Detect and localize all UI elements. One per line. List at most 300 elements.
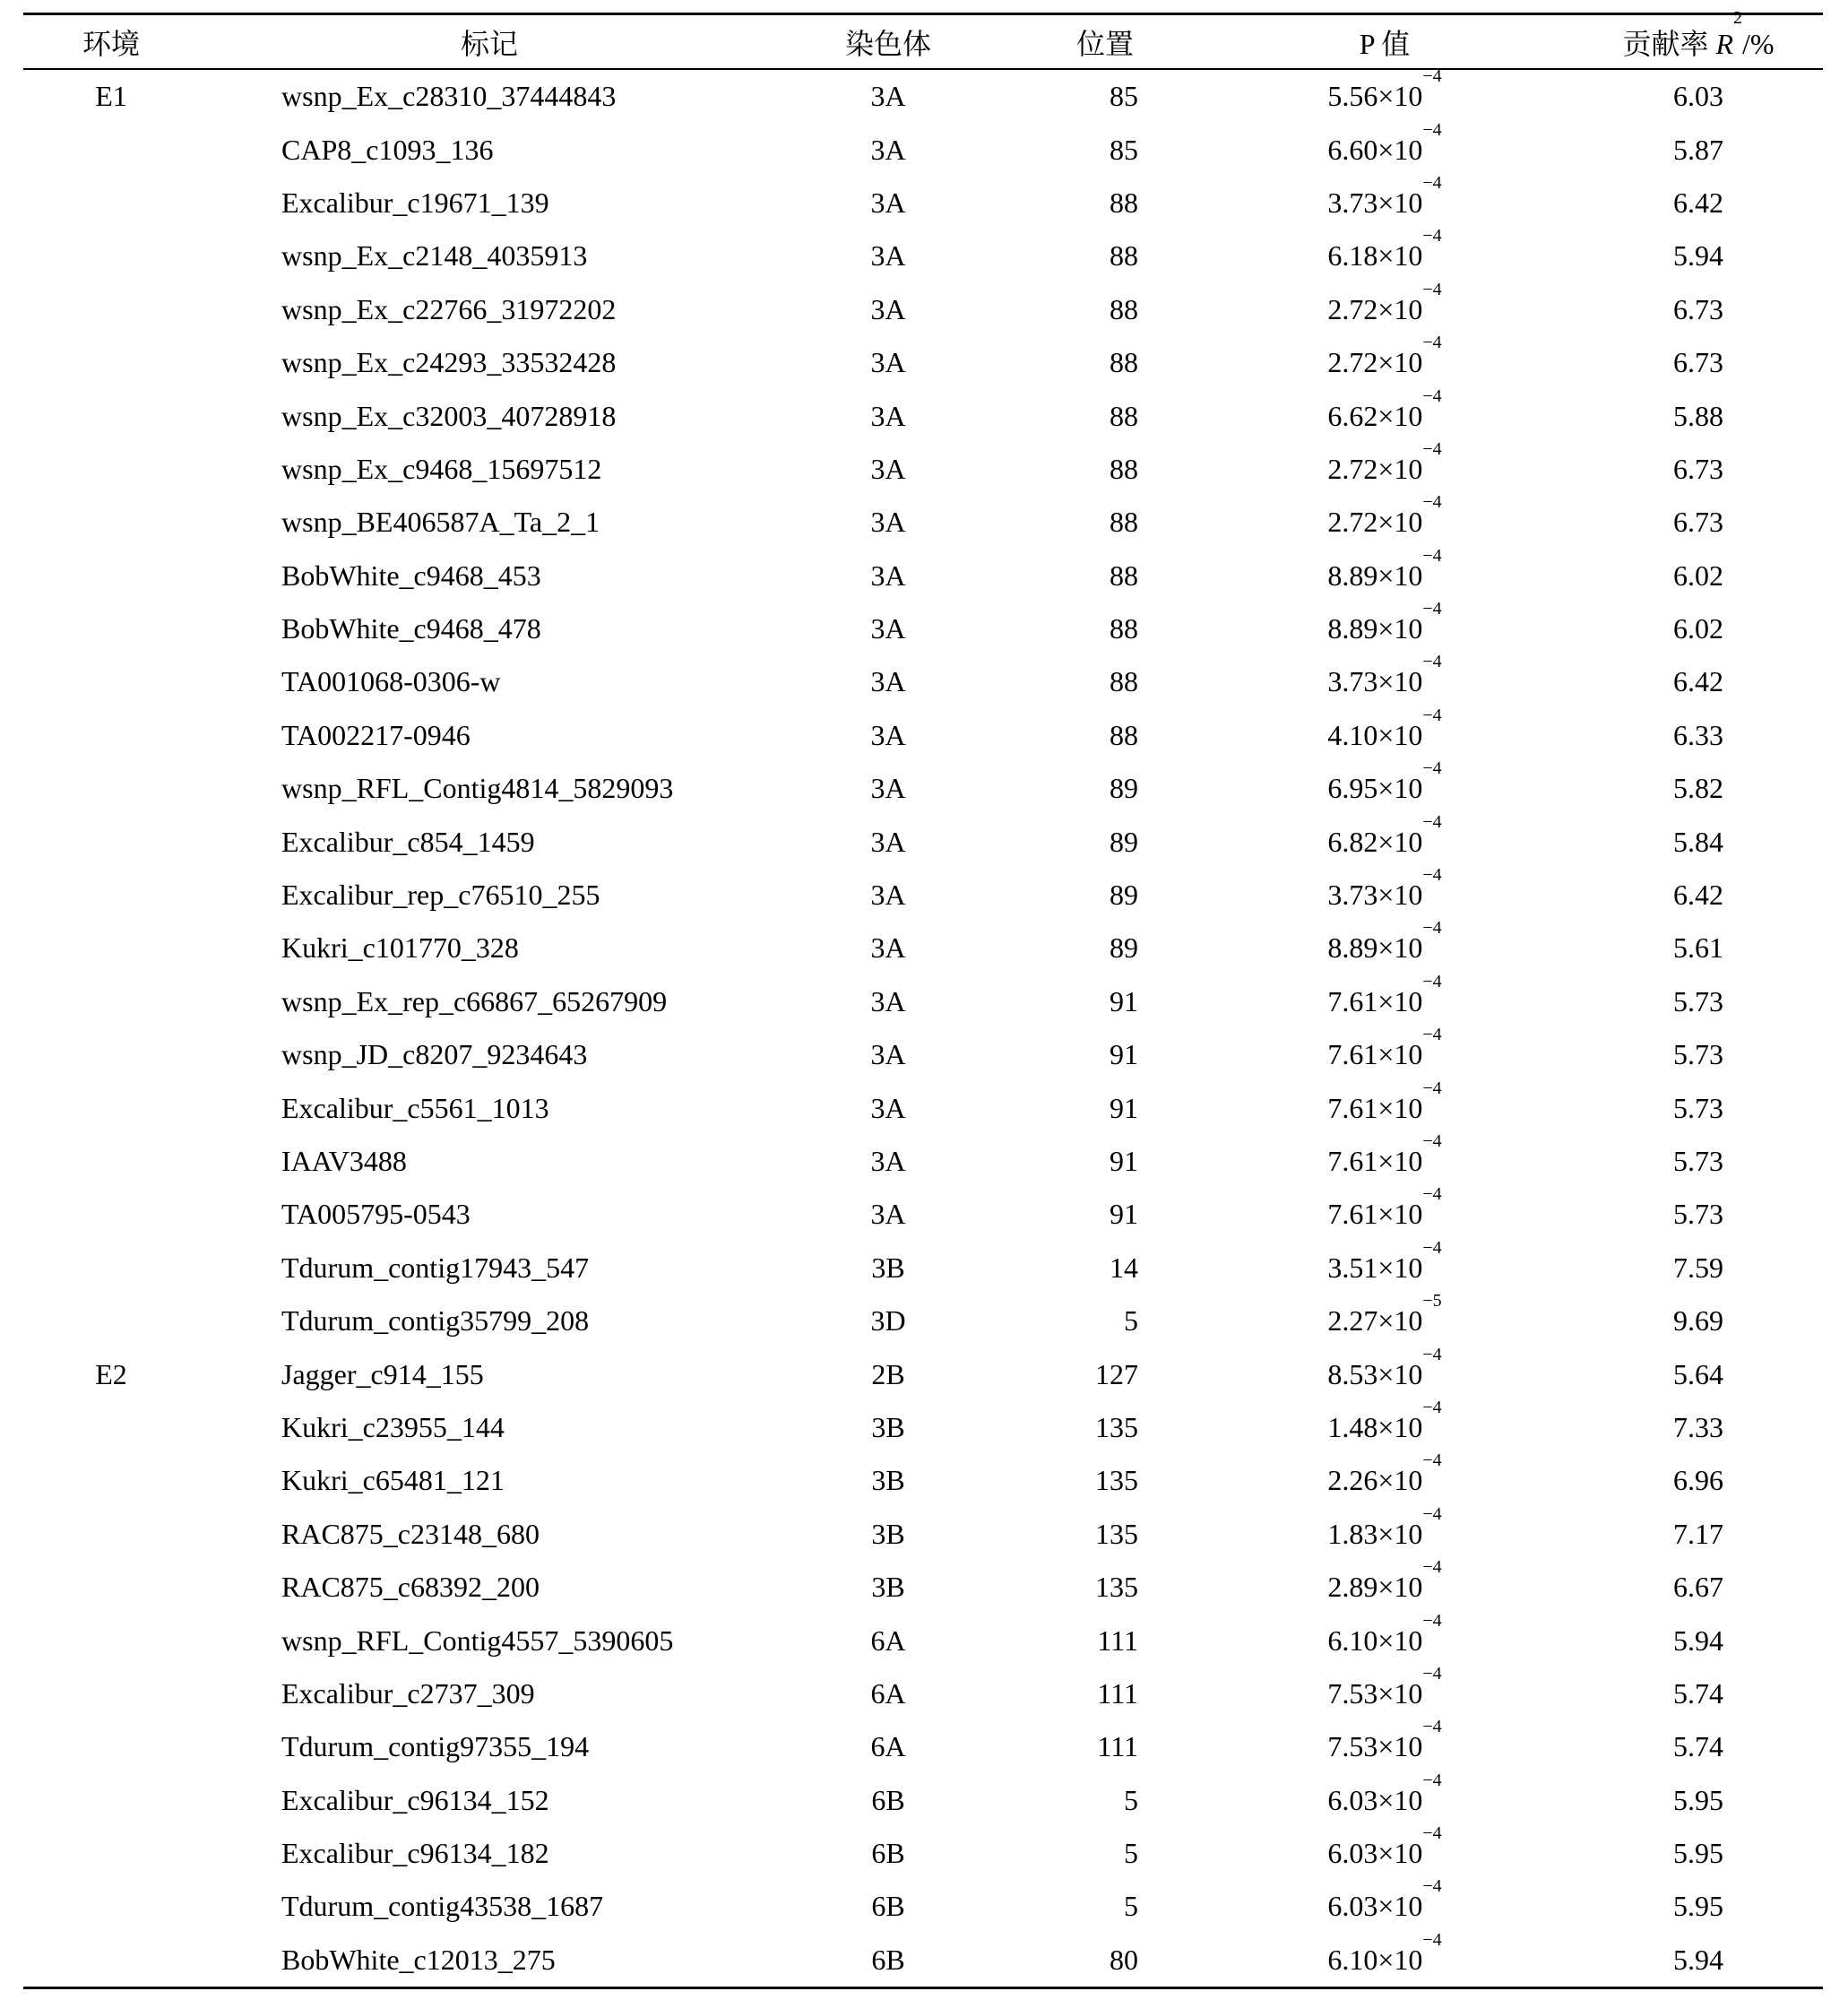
cell-marker: wsnp_Ex_c22766_31972202 [281,292,617,325]
cell-chromosome: 3A [870,825,906,858]
cell-contribution-rate: 5.94 [1673,239,1723,273]
cell-marker: BobWhite_c9468_453 [281,558,541,592]
p-value-exponent: −4 [1422,865,1442,886]
table-row [23,918,1823,974]
cell-chromosome: 3A [870,1198,906,1231]
cell-marker: Excalibur_rep_c76510_255 [281,879,600,912]
table-row [23,438,1823,496]
cell-position: 89 [1110,825,1138,858]
cell-marker: Kukri_c101770_328 [281,931,519,965]
p-value-base: 6.10×10 [1327,1943,1423,1976]
cell-chromosome: 3D [870,1304,906,1338]
cell-position: 89 [1110,772,1138,805]
table-row [23,279,1823,336]
p-value-base: 7.61×10 [1327,1145,1423,1177]
cell-chromosome: 3A [870,931,906,965]
cell-chromosome: 3A [870,506,906,539]
cell-p-value [1213,1344,1556,1391]
cell-contribution-rate: 6.73 [1673,292,1723,325]
cell-position: 5 [1124,1304,1138,1338]
table-row [23,1184,1823,1241]
cell-chromosome: 6A [870,1676,906,1710]
p-value-exponent: −4 [1422,1823,1442,1844]
p-value-exponent: −4 [1422,1078,1442,1098]
p-value-exponent: −4 [1422,1929,1442,1950]
table-row [23,705,1823,762]
table-row [23,865,1823,922]
table-row [23,66,1823,123]
cell-chromosome: 3B [871,1464,905,1497]
cell-chromosome: 3A [870,186,906,219]
cell-marker: IAAV3488 [281,1145,407,1177]
cell-contribution-rate: 6.42 [1673,665,1723,698]
cell-p-value [1213,971,1556,1018]
p-value-exponent: −4 [1422,1397,1442,1417]
p-value-exponent: −4 [1422,652,1442,672]
cell-position: 89 [1110,879,1138,912]
cell-marker: RAC875_c68392_200 [281,1571,540,1604]
cell-position: 88 [1110,718,1138,751]
p-value-exponent: −4 [1422,758,1442,779]
cell-contribution-rate: 5.82 [1673,772,1723,805]
cell-marker: wsnp_RFL_Contig4557_5390605 [281,1623,674,1657]
p-value-exponent: −4 [1422,1131,1442,1151]
cell-contribution-rate: 6.96 [1673,1464,1723,1497]
p-value-exponent: −4 [1422,1450,1442,1471]
cell-chromosome: 3A [870,1038,906,1071]
p-value-exponent: −4 [1422,1237,1442,1258]
cell-p-value [1213,599,1556,645]
cell-p-value [1213,492,1556,539]
cell-contribution-rate: 6.42 [1673,879,1723,912]
p-value-base: 3.51×10 [1327,1251,1423,1284]
cell-p-value [1213,1078,1556,1125]
cell-marker: Excalibur_c19671_139 [281,186,549,219]
cell-chromosome: 3A [870,665,906,698]
p-value-exponent: −4 [1422,1876,1442,1897]
table-row [23,1078,1823,1134]
cell-contribution-rate: 5.95 [1673,1783,1723,1816]
cell-marker: wsnp_Ex_rep_c66867_65267909 [281,984,668,1017]
cell-marker: Jagger_c914_155 [281,1357,484,1390]
cell-chromosome: 3A [870,399,906,432]
p-value-base: 7.61×10 [1327,1198,1423,1231]
cell-p-value [1213,705,1556,752]
cell-position: 85 [1110,80,1138,113]
cell-contribution-rate: 5.73 [1673,1038,1723,1071]
p-value-exponent: −4 [1422,385,1442,406]
cell-p-value [1213,1291,1556,1338]
table-row [23,971,1823,1028]
cell-marker: Tdurum_contig97355_194 [281,1730,590,1763]
cell-marker: wsnp_Ex_c2148_4035913 [281,239,588,273]
p-value-exponent: −4 [1422,279,1442,299]
cell-chromosome: 3A [870,346,906,379]
table-row [23,333,1823,389]
cell-position: 135 [1095,1464,1138,1497]
cell-marker: wsnp_Ex_c32003_40728918 [281,399,617,432]
cell-position: 89 [1110,931,1138,965]
cell-contribution-rate: 6.67 [1673,1571,1723,1604]
p-value-base: 4.10×10 [1327,718,1423,751]
cell-chromosome: 3A [870,612,906,645]
p-value-base: 6.03×10 [1327,1837,1423,1870]
cell-contribution-rate: 5.74 [1673,1730,1723,1763]
cell-contribution-rate: 6.73 [1673,346,1723,379]
cell-marker: TA002217-0946 [281,718,471,751]
cell-chromosome: 3A [870,984,906,1017]
p-value-exponent: −4 [1422,333,1442,353]
table-row [23,811,1823,868]
p-value-exponent: −4 [1422,1717,1442,1737]
cell-p-value [1213,438,1556,486]
p-value-base: 3.73×10 [1327,879,1423,912]
cell-position: 80 [1110,1943,1138,1976]
p-value-base: 2.72×10 [1327,346,1423,379]
cell-marker: BobWhite_c9468_478 [281,612,541,645]
p-value-base: 8.89×10 [1327,612,1423,645]
table-row [23,1663,1823,1720]
cell-p-value [1213,1876,1556,1923]
cell-p-value [1213,1663,1556,1710]
cell-position: 111 [1097,1730,1138,1763]
cell-p-value [1213,1717,1556,1763]
cell-p-value [1213,333,1556,379]
table-row [23,1291,1823,1347]
p-value-base: 2.72×10 [1327,452,1423,485]
cell-marker: Excalibur_c2737_309 [281,1676,535,1710]
p-value-base: 1.48×10 [1327,1410,1423,1443]
cell-chromosome: 6B [871,1837,905,1870]
p-value-exponent: −4 [1422,705,1442,725]
cell-contribution-rate: 5.94 [1673,1623,1723,1657]
table-bottom-rule [23,1987,1823,1989]
cell-p-value [1213,1237,1556,1285]
header-r2-suffix: /% [1742,27,1775,60]
cell-p-value [1213,1450,1556,1497]
cell-contribution-rate: 5.84 [1673,825,1723,858]
p-value-exponent: −4 [1422,1344,1442,1364]
p-value-base: 7.53×10 [1327,1676,1423,1710]
cell-position: 91 [1110,984,1138,1017]
cell-contribution-rate: 5.95 [1673,1890,1723,1923]
cell-position: 5 [1124,1890,1138,1923]
cell-p-value [1213,172,1556,220]
cell-chromosome: 3B [871,1410,905,1443]
table-body [23,66,1823,1987]
cell-contribution-rate: 6.02 [1673,612,1723,645]
table-row [23,1610,1823,1667]
table-row [23,226,1823,282]
p-value-base: 6.82×10 [1327,825,1423,858]
p-value-exponent: −4 [1422,1025,1442,1045]
table-row [23,652,1823,708]
p-value-exponent: −4 [1422,811,1442,832]
cell-position: 127 [1095,1357,1138,1390]
p-value-base: 3.73×10 [1327,665,1423,698]
header-chromosome: 染色体 [844,27,931,60]
table-row [23,1450,1823,1507]
p-value-base: 6.03×10 [1327,1783,1423,1816]
cell-contribution-rate: 9.69 [1673,1304,1723,1338]
p-value-exponent: −4 [1422,492,1442,513]
cell-position: 88 [1110,239,1138,273]
table-row [23,545,1823,602]
table-row [23,1237,1823,1294]
cell-contribution-rate: 5.61 [1673,931,1723,965]
p-value-base: 2.72×10 [1327,506,1423,539]
cell-contribution-rate: 5.94 [1673,1943,1723,1976]
cell-marker: Tdurum_contig35799_208 [281,1304,590,1338]
table-row [23,492,1823,549]
cell-position: 111 [1097,1623,1138,1657]
cell-position: 88 [1110,292,1138,325]
cell-chromosome: 3B [871,1517,905,1550]
header-position: 位置 [1075,27,1134,60]
cell-position: 88 [1110,506,1138,539]
p-value-base: 6.60×10 [1327,133,1423,166]
p-value-base: 1.83×10 [1327,1517,1423,1550]
table-row [23,1397,1823,1454]
cell-contribution-rate: 6.03 [1673,80,1723,113]
table-header-row [23,7,1823,68]
p-value-base: 7.61×10 [1327,1091,1423,1124]
cell-marker: wsnp_Ex_c28310_37444843 [281,80,617,113]
cell-contribution-rate: 6.33 [1673,718,1723,751]
p-value-base: 6.95×10 [1327,772,1423,805]
cell-chromosome: 6B [871,1890,905,1923]
table-row [23,1717,1823,1773]
cell-position: 111 [1097,1676,1138,1710]
p-value-exponent: −4 [1422,971,1442,991]
cell-marker: CAP8_c1093_136 [281,133,494,166]
cell-contribution-rate: 5.73 [1673,1091,1723,1124]
cell-position: 91 [1110,1145,1138,1177]
cell-environment: E1 [95,80,127,113]
p-value-base: 2.27×10 [1327,1304,1423,1338]
cell-contribution-rate: 5.64 [1673,1357,1723,1390]
p-value-exponent: −4 [1422,1503,1442,1524]
table-row [23,1025,1823,1081]
cell-contribution-rate: 7.17 [1673,1517,1723,1550]
cell-marker: TA005795-0543 [281,1198,471,1231]
cell-chromosome: 3A [870,80,906,113]
cell-contribution-rate: 5.95 [1673,1837,1723,1870]
p-value-exponent: −4 [1422,918,1442,939]
header-p-value: P 值 [1359,27,1411,60]
cell-marker: Excalibur_c854_1459 [281,825,535,858]
cell-chromosome: 3A [870,1145,906,1177]
table-row [23,1557,1823,1614]
cell-p-value [1213,1610,1556,1658]
cell-chromosome: 3B [871,1251,905,1284]
header-environment: 环境 [82,27,140,60]
cell-p-value [1213,119,1556,167]
cell-contribution-rate: 5.73 [1673,1198,1723,1231]
p-value-exponent: −4 [1422,1557,1442,1578]
cell-chromosome: 3A [870,772,906,805]
p-value-base: 8.89×10 [1327,558,1423,592]
table-row [23,1131,1823,1188]
table-row [23,1503,1823,1561]
cell-marker: Excalibur_c96134_182 [281,1837,549,1870]
cell-chromosome: 6B [871,1943,905,1976]
p-value-base: 5.56×10 [1327,80,1423,113]
table-row [23,172,1823,229]
table-row [23,1876,1823,1933]
cell-position: 135 [1095,1517,1138,1550]
cell-position: 91 [1110,1198,1138,1231]
cell-contribution-rate: 5.73 [1673,984,1723,1017]
cell-marker: Tdurum_contig43538_1687 [281,1890,604,1923]
cell-contribution-rate: 6.02 [1673,558,1723,592]
cell-chromosome: 3A [870,133,906,166]
p-value-base: 6.03×10 [1327,1890,1423,1923]
cell-marker: wsnp_RFL_Contig4814_5829093 [281,772,674,805]
p-value-base: 2.72×10 [1327,292,1423,325]
cell-marker: Tdurum_contig17943_547 [281,1251,590,1284]
cell-environment: E2 [95,1357,127,1390]
p-value-exponent: −4 [1422,66,1442,87]
cell-chromosome: 2B [871,1357,905,1390]
cell-marker: Kukri_c23955_144 [281,1410,505,1443]
cell-p-value [1213,385,1556,433]
results-table [23,7,1823,1989]
cell-p-value [1213,1823,1556,1870]
cell-p-value [1213,226,1556,273]
table-row [23,758,1823,815]
cell-chromosome: 3A [870,239,906,273]
cell-marker: RAC875_c23148_680 [281,1517,540,1550]
table-row [23,1929,1823,1987]
p-value-exponent: −4 [1422,226,1442,247]
table-row [23,119,1823,176]
cell-chromosome: 3A [870,1091,906,1124]
cell-p-value [1213,1503,1556,1551]
cell-contribution-rate: 6.42 [1673,186,1723,219]
p-value-exponent: −4 [1422,1184,1442,1205]
header-marker: 标记 [460,27,518,60]
cell-position: 88 [1110,186,1138,219]
p-value-base: 6.18×10 [1327,239,1423,273]
cell-contribution-rate: 5.74 [1673,1676,1723,1710]
cell-contribution-rate: 5.73 [1673,1145,1723,1177]
cell-p-value [1213,758,1556,805]
cell-chromosome: 3B [871,1571,905,1604]
cell-chromosome: 3A [870,452,906,485]
p-value-exponent: −4 [1422,1663,1442,1684]
cell-marker: wsnp_Ex_c24293_33532428 [281,346,617,379]
table-row [23,1344,1823,1400]
p-value-base: 8.89×10 [1327,931,1423,965]
header-r2-exponent: 2 [1733,7,1742,28]
p-value-base: 7.53×10 [1327,1730,1423,1763]
p-value-exponent: −4 [1422,599,1442,619]
cell-p-value [1213,1397,1556,1444]
p-value-exponent: −4 [1422,545,1442,566]
p-value-exponent: −4 [1422,1770,1442,1790]
p-value-base: 6.10×10 [1327,1623,1423,1657]
cell-position: 91 [1110,1091,1138,1124]
cell-contribution-rate: 5.88 [1673,399,1723,432]
cell-position: 88 [1110,399,1138,432]
cell-marker: Kukri_c65481_121 [281,1464,505,1497]
table-row [23,599,1823,655]
cell-marker: wsnp_BE406587A_Ta_2_1 [281,506,600,539]
cell-contribution-rate: 6.73 [1673,452,1723,485]
cell-p-value [1213,545,1556,593]
cell-chromosome: 3A [870,292,906,325]
p-value-base: 6.62×10 [1327,399,1423,432]
cell-position: 5 [1124,1783,1138,1816]
cell-p-value [1213,1131,1556,1178]
p-value-exponent: −4 [1422,119,1442,140]
cell-p-value [1213,279,1556,326]
p-value-base: 2.89×10 [1327,1571,1423,1604]
p-value-base: 7.61×10 [1327,984,1423,1017]
cell-position: 135 [1095,1410,1138,1443]
p-value-base: 7.61×10 [1327,1038,1423,1071]
cell-p-value [1213,1929,1556,1977]
p-value-base: 2.26×10 [1327,1464,1423,1497]
p-value-exponent: −5 [1422,1291,1442,1312]
cell-chromosome: 3A [870,558,906,592]
table-row [23,1770,1823,1827]
cell-marker: wsnp_Ex_c9468_15697512 [281,452,602,485]
cell-contribution-rate: 5.87 [1673,133,1723,166]
cell-p-value [1213,811,1556,859]
cell-p-value [1213,66,1556,113]
p-value-exponent: −4 [1422,438,1442,459]
cell-contribution-rate: 7.33 [1673,1410,1723,1443]
cell-position: 88 [1110,612,1138,645]
cell-marker: TA001068-0306-w [281,665,501,698]
cell-p-value [1213,1557,1556,1604]
cell-p-value [1213,918,1556,965]
cell-p-value [1213,1025,1556,1071]
header-r2-prefix: 贡献率 [1622,27,1716,60]
cell-marker: BobWhite_c12013_275 [281,1943,556,1976]
cell-chromosome: 6A [870,1623,906,1657]
cell-position: 88 [1110,452,1138,485]
header-r2-symbol: R [1715,27,1733,60]
cell-contribution-rate: 7.59 [1673,1251,1723,1284]
cell-p-value [1213,652,1556,698]
table-row [23,1823,1823,1880]
cell-marker: wsnp_JD_c8207_9234643 [281,1038,588,1071]
cell-marker: Excalibur_c96134_152 [281,1783,549,1816]
cell-position: 135 [1095,1571,1138,1604]
cell-p-value [1213,865,1556,912]
cell-chromosome: 6A [870,1730,906,1763]
cell-position: 5 [1124,1837,1138,1870]
cell-position: 14 [1110,1251,1138,1284]
p-value-base: 3.73×10 [1327,186,1423,219]
cell-marker: Excalibur_c5561_1013 [281,1091,549,1124]
cell-position: 88 [1110,665,1138,698]
cell-position: 91 [1110,1038,1138,1071]
cell-chromosome: 3A [870,879,906,912]
p-value-exponent: −4 [1422,172,1442,193]
header-contribution-rate [1556,7,1823,63]
cell-position: 88 [1110,558,1138,592]
cell-chromosome: 3A [870,718,906,751]
cell-p-value [1213,1184,1556,1231]
cell-position: 85 [1110,133,1138,166]
cell-chromosome: 6B [871,1783,905,1816]
cell-p-value [1213,1770,1556,1817]
cell-contribution-rate: 6.73 [1673,506,1723,539]
